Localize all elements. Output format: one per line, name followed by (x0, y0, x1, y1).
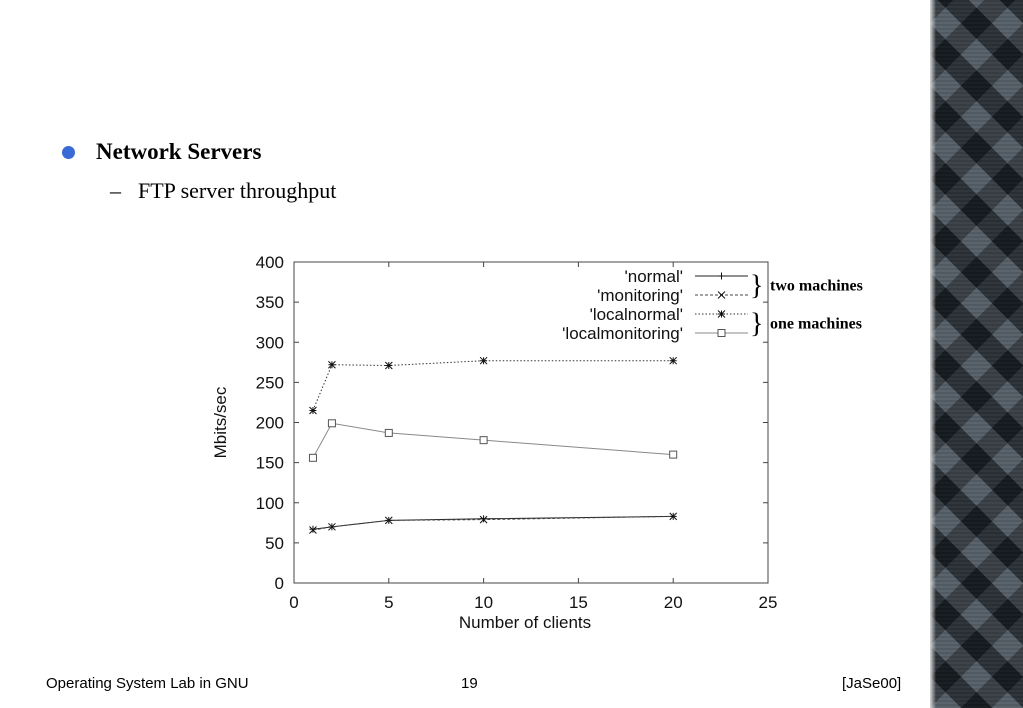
series-point-3 (385, 429, 392, 436)
footer-page-number: 19 (461, 675, 478, 692)
annotation-brace: } (750, 270, 764, 302)
x-tick-label: 25 (758, 593, 778, 612)
series-point-3 (480, 437, 487, 444)
y-tick-label: 50 (265, 533, 284, 553)
x-tick-label: 10 (474, 593, 494, 612)
series-point-2 (309, 407, 316, 414)
footer-left: Operating System Lab in GNU (46, 675, 249, 692)
x-tick-label: 0 (289, 593, 299, 612)
series-point-2 (385, 362, 392, 369)
annotation-text: two machines (770, 277, 863, 295)
legend-label: 'localmonitoring' (562, 324, 683, 343)
x-tick-label: 5 (384, 593, 394, 612)
legend-label: 'localnormal' (589, 305, 683, 324)
x-axis-label: Number of clients (458, 613, 592, 632)
y-tick-label: 150 (255, 453, 284, 473)
plot-frame (294, 262, 768, 583)
y-tick-label: 200 (255, 413, 284, 433)
series-point-0 (480, 515, 487, 522)
legend-marker (718, 292, 725, 299)
legend-label: 'monitoring' (597, 286, 683, 305)
sub-bullet-text: FTP server throughput (138, 178, 337, 203)
series-line-0 (313, 516, 673, 529)
series-point-3 (328, 420, 335, 427)
series-line-2 (313, 361, 673, 411)
legend-marker (718, 330, 725, 337)
annotation-brace: } (750, 308, 764, 340)
series-point-2 (670, 357, 677, 364)
bullet-title: Network Servers (96, 139, 262, 164)
legend-label: 'normal' (624, 267, 683, 286)
series-line-3 (313, 423, 673, 458)
y-tick-label: 250 (255, 373, 284, 393)
y-tick-label: 300 (255, 333, 284, 353)
annotation-text: one machines (770, 315, 862, 333)
x-tick-label: 15 (568, 593, 588, 612)
y-tick-label: 350 (255, 293, 284, 313)
series-point-3 (670, 451, 677, 458)
series-point-2 (480, 357, 487, 364)
y-axis-label: Mbits/sec (211, 386, 230, 459)
series-point-2 (328, 361, 335, 368)
legend-marker (718, 273, 725, 280)
y-tick-label: 0 (274, 574, 284, 593)
footer-right: [JaSe00] (842, 675, 902, 692)
series-point-3 (309, 454, 316, 461)
sub-bullet-dash: – (110, 178, 121, 203)
y-tick-label: 400 (255, 253, 284, 272)
y-tick-label: 100 (255, 493, 284, 513)
x-tick-label: 20 (663, 593, 683, 612)
legend-marker (718, 311, 725, 318)
